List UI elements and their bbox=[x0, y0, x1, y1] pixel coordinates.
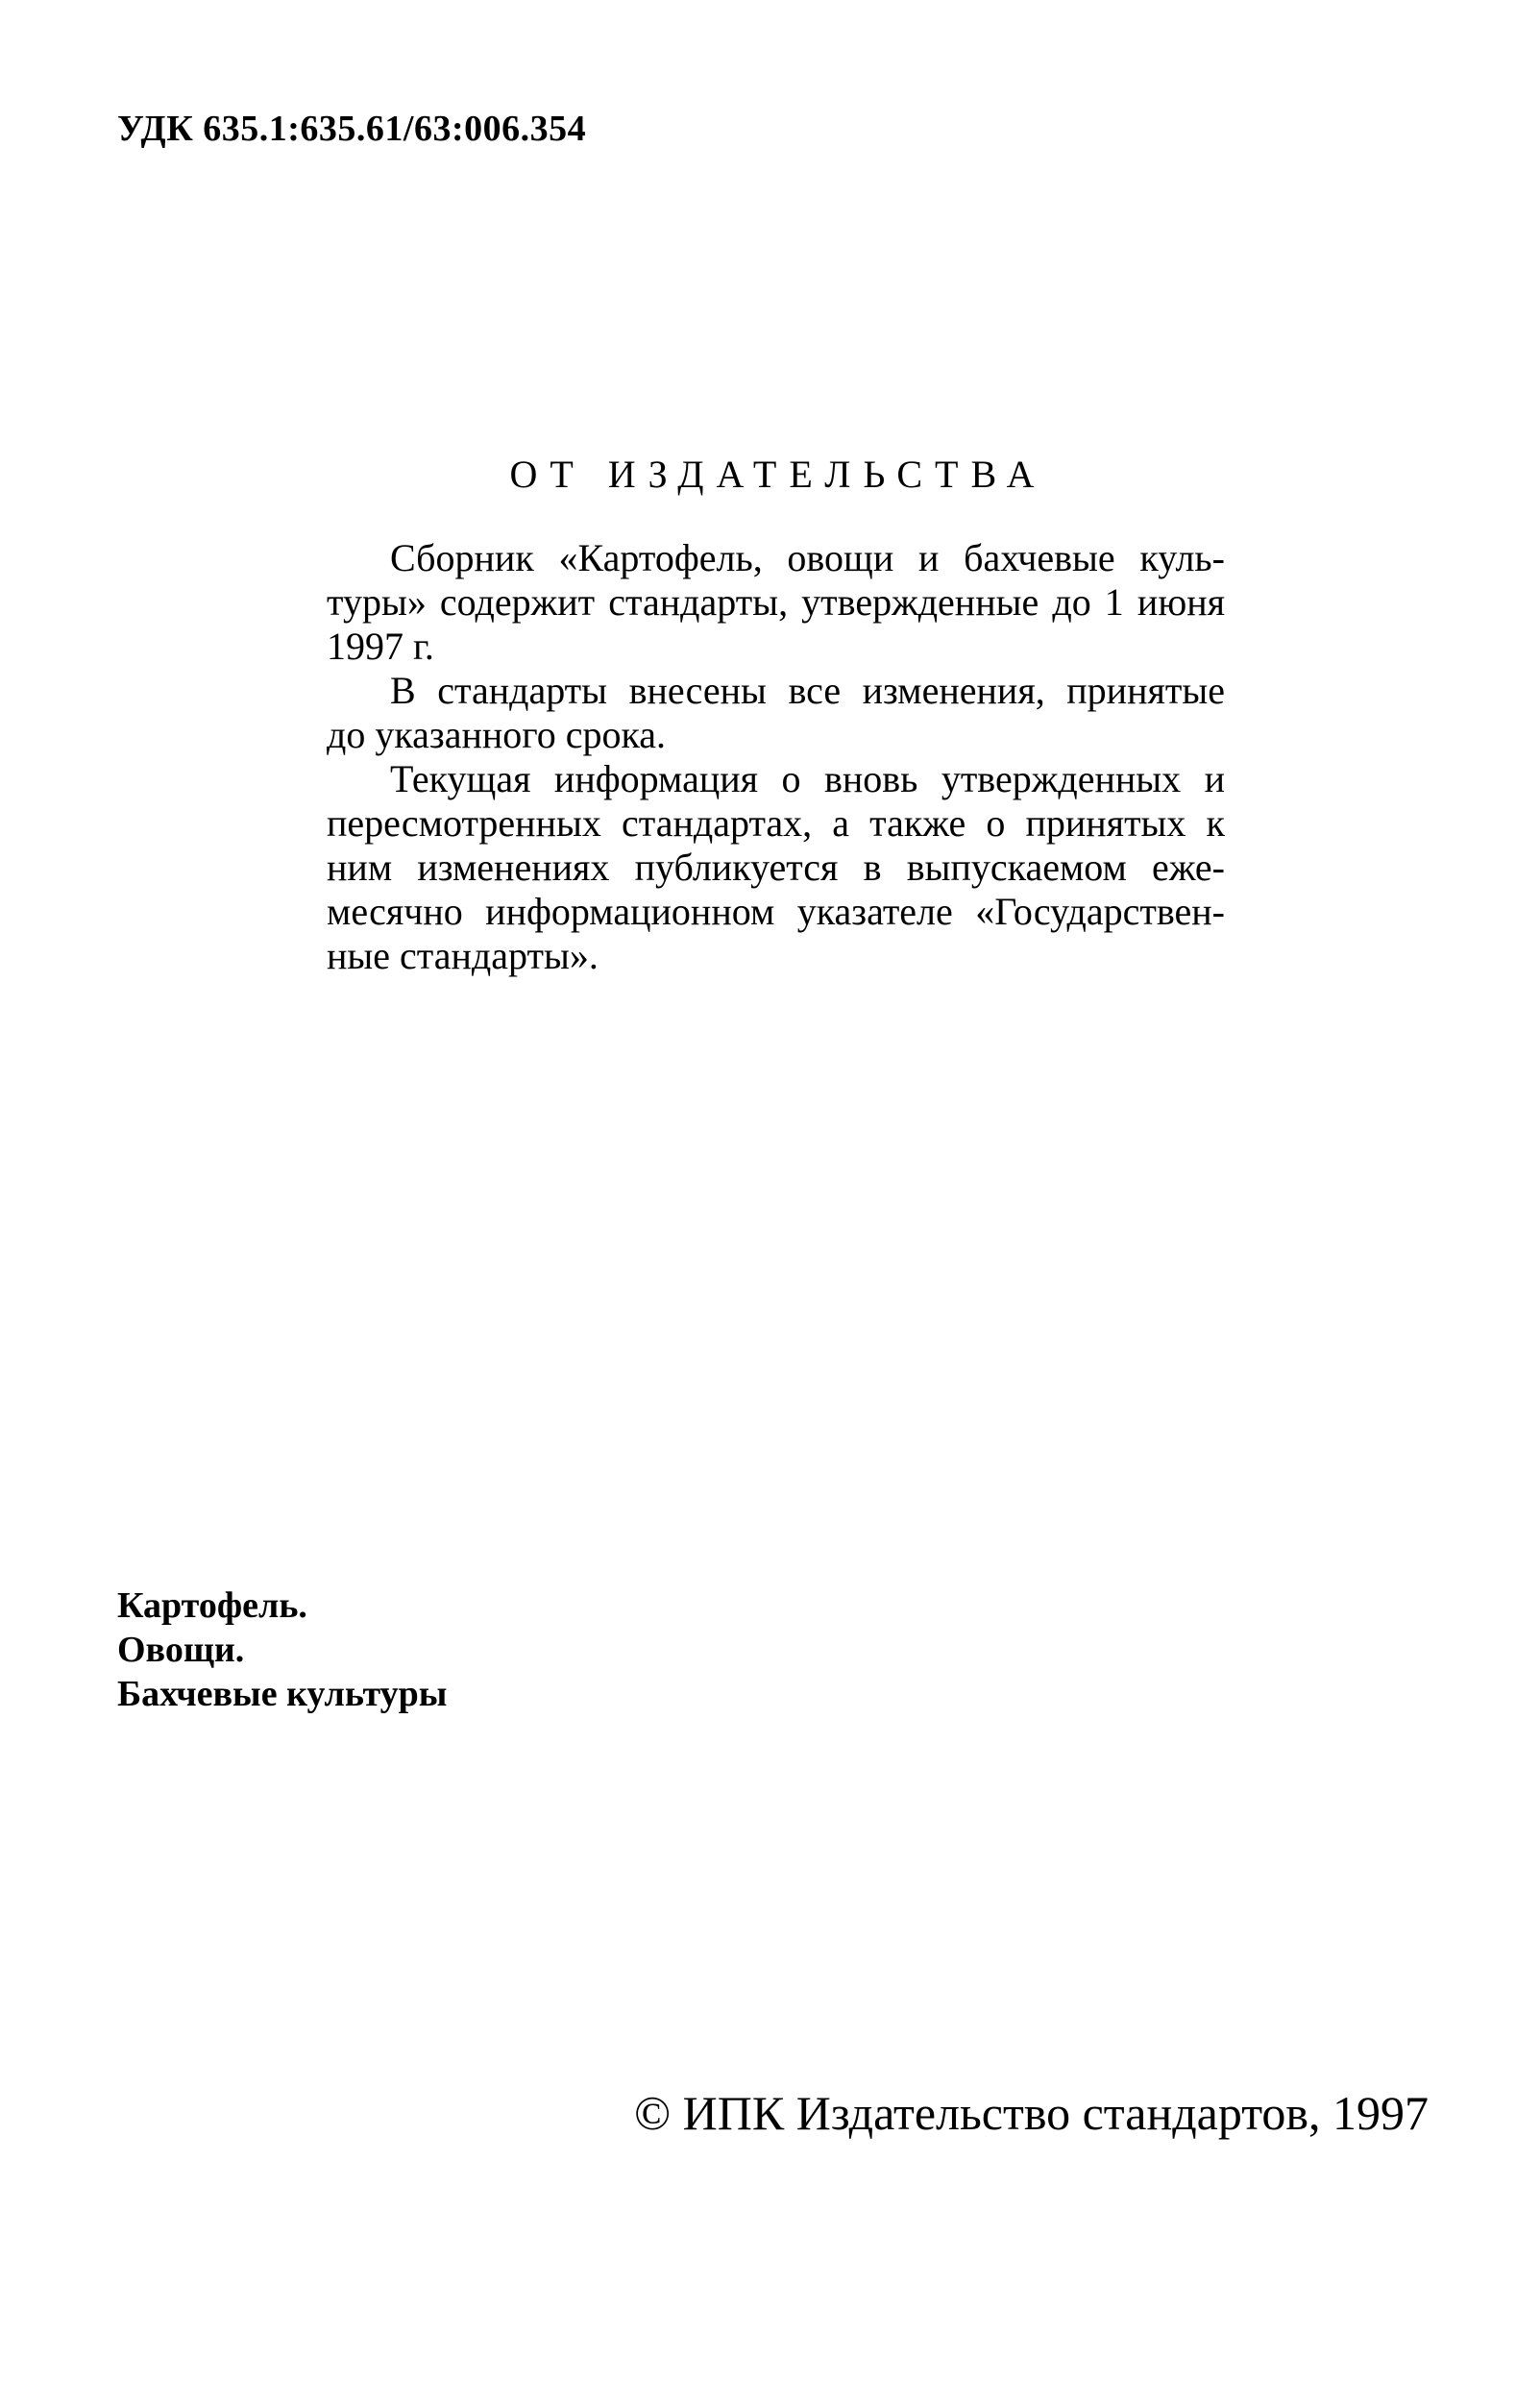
subject-list bbox=[117, 1584, 447, 1716]
paragraph-line: 1997 г. bbox=[327, 625, 434, 668]
paragraph-line: туры» содержит стандарты, утвержденные до 1 июня bbox=[327, 580, 1225, 624]
paragraph-line: Сборник «Картофель, овощи и бахчевые куль- bbox=[390, 536, 1225, 579]
paragraph-line: ные стандарты». bbox=[327, 934, 599, 977]
paragraph-3 bbox=[327, 757, 1225, 978]
paragraph-line: ним изменениях публикуется в выпускаемом еже- bbox=[327, 846, 1225, 889]
copyright-notice: © ИПК Издательство стандартов, 1997 bbox=[634, 2086, 1429, 2140]
paragraph-line: месячно информационном указателе «Государствен- bbox=[327, 890, 1225, 933]
paragraph-line: Текущая информация о вновь утвержденных и bbox=[390, 757, 1225, 800]
paragraph-2 bbox=[327, 669, 1225, 757]
publisher-note bbox=[327, 536, 1225, 978]
paragraph-1 bbox=[327, 536, 1225, 669]
subject-item: Бахчевые культуры bbox=[117, 1674, 448, 1714]
paragraph-line: В стандарты внесены все изменения, принятые bbox=[390, 669, 1225, 712]
subject-item: Картофель. bbox=[117, 1585, 307, 1626]
section-heading: ОТ ИЗДАТЕЛЬСТВА bbox=[509, 453, 1047, 496]
subject-item: Овощи. bbox=[117, 1630, 245, 1670]
paragraph-line: до указанного срока. bbox=[327, 713, 667, 756]
udk-code: УДК 635.1:635.61/63:006.354 bbox=[117, 109, 587, 149]
paragraph-line: пересмотренных стандартах, а также о принятых к bbox=[327, 801, 1225, 845]
